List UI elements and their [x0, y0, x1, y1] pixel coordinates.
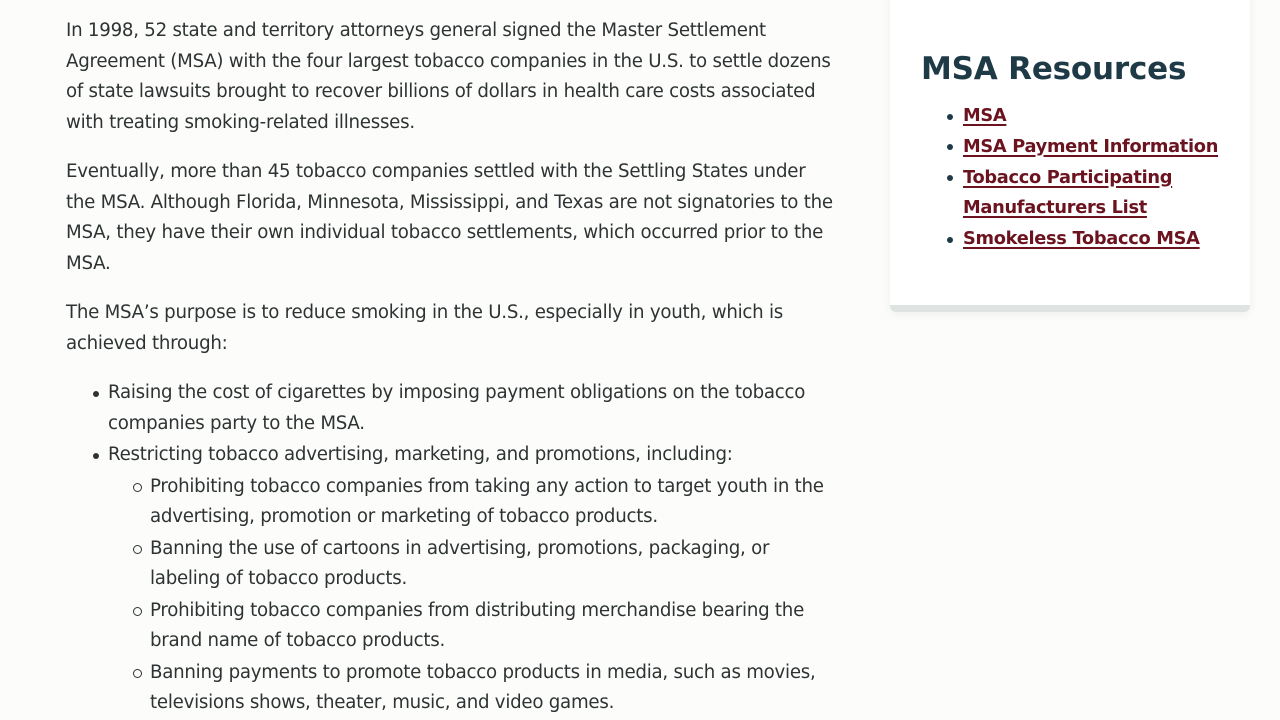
settlement-paragraph: Eventually, more than 45 tobacco companies settled with the Settling States under the MSA. Although Florida, Minnesota, Mississippi, and Texas are not signatories to the MSA, they have their own individual tobacco settlements, which occurred prior to the MSA.	[66, 161, 833, 274]
participating-manufacturers-list-link[interactable]: Tobacco Participating Manufacturers List	[963, 166, 1173, 219]
restrictions-sublist	[108, 472, 836, 719]
list-item-text: Raising the cost of cigarettes by imposing payment obligations on the tobacco companies party to the MSA.	[108, 382, 806, 434]
purpose-paragraph: The MSA’s purpose is to reduce smoking in the U.S., especially in youth, which is achieved through:	[66, 302, 784, 354]
sub-list-item: Banning payments to promote tobacco products in media, such as movies, televisions shows, theater, music, and video games.	[108, 658, 836, 719]
intro-paragraph: In 1998, 52 state and territory attorneys general signed the Master Settlement Agreement (MSA) with the four largest tobacco companies in the U.S. to settle dozens of state lawsuits brought to recover billions of dollars in health care costs associated with treating smoking-related illnesses.	[66, 20, 831, 133]
resources-link-list	[921, 101, 1241, 255]
resources-title: MSA Resources	[921, 51, 1187, 87]
msa-resources-card	[890, 0, 1250, 312]
resource-item	[921, 163, 1241, 225]
sub-list-item: Prohibiting tobacco companies from taking any action to target youth in the advertising, promotion or marketing of tobacco products.	[108, 472, 836, 533]
purpose-list	[66, 378, 836, 719]
msa-link[interactable]: MSA	[963, 105, 1007, 126]
resource-item	[921, 132, 1241, 163]
resource-item	[921, 224, 1241, 255]
list-item	[66, 378, 836, 439]
resource-item	[921, 101, 1241, 132]
sub-list-item: Prohibiting tobacco companies from distributing merchandise bearing the brand name of tobacco products.	[108, 596, 836, 657]
msa-payment-information-link[interactable]: MSA Payment Information	[963, 135, 1219, 157]
smokeless-tobacco-msa-link[interactable]: Smokeless Tobacco MSA	[963, 228, 1200, 250]
list-item	[66, 440, 836, 719]
sub-list-item: Banning the use of cartoons in advertising, promotions, packaging, or labeling of tobacco products.	[108, 534, 836, 595]
article-body	[66, 16, 836, 720]
list-item-text: Restricting tobacco advertising, marketing, and promotions, including:	[108, 444, 733, 465]
